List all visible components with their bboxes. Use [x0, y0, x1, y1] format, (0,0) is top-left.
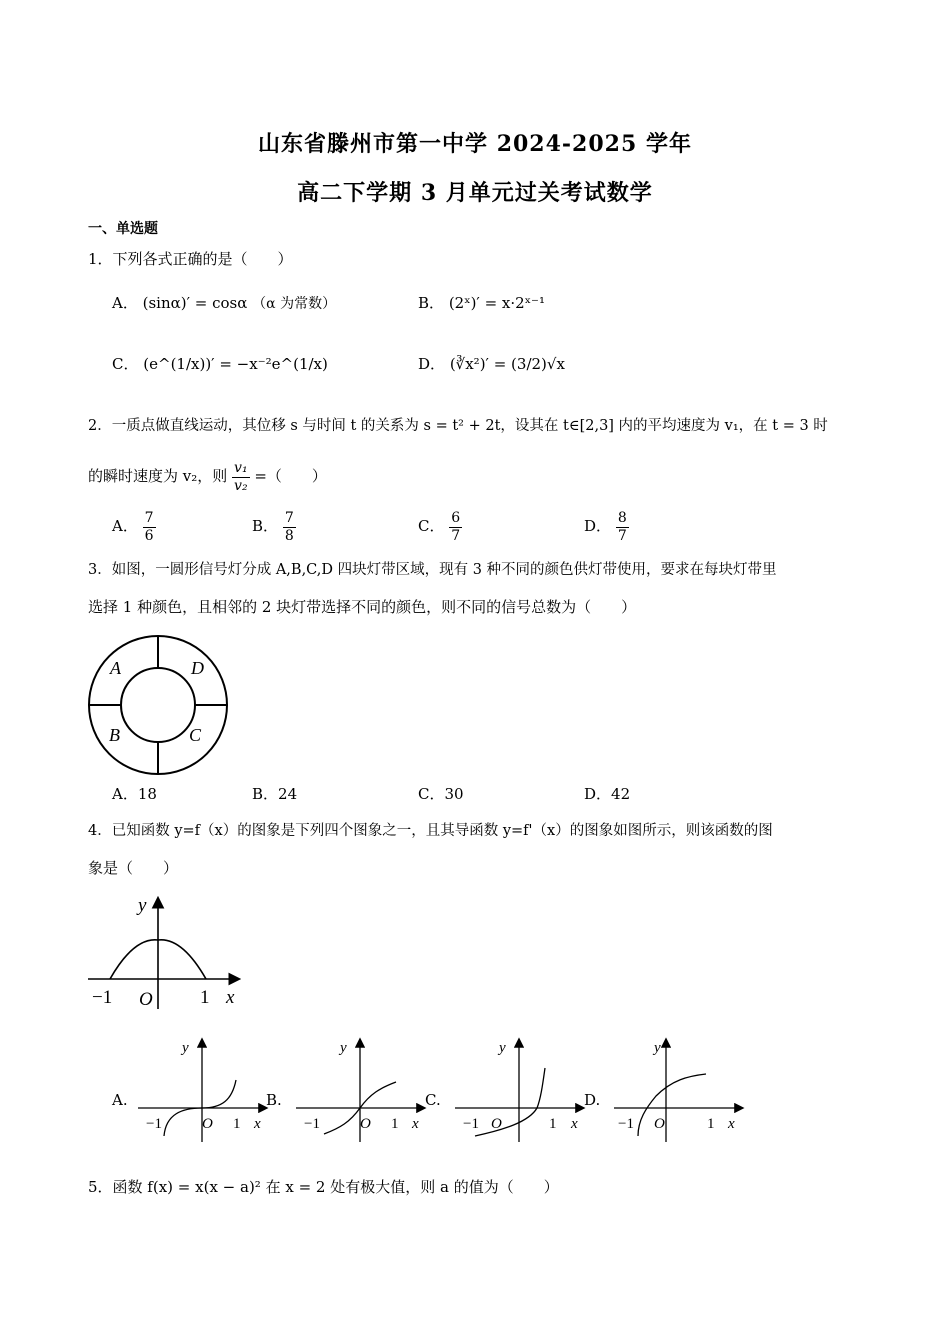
q4-graph-b — [294, 1036, 429, 1146]
title-line-2: 高二下学期 3 月单元过关考试数学 — [297, 180, 653, 206]
graph-b-neg1-label: −1 — [304, 1116, 320, 1132]
graph-a-y-label: y — [182, 1040, 189, 1056]
q1-option-a-expr: (sinα)′ = cosα — [142, 294, 248, 312]
q3-option-c-value: 30 — [444, 785, 464, 803]
q1-option-d — [418, 354, 565, 374]
ring-label-b: B — [109, 725, 120, 745]
graph-c-curve — [475, 1068, 545, 1136]
q3-stem-line-1: 3．如图，一圆形信号灯分成 A,B,C,D 四块灯带区域，现有 3 种不同的颜色供灯带使用，要求在每块灯带里 — [88, 562, 777, 578]
q2-option-c-label: C． — [418, 517, 445, 535]
section-heading: 一、单选题 — [88, 221, 158, 237]
q1-option-d-label: D． — [418, 355, 446, 373]
q2-option-d-fraction — [616, 510, 629, 545]
q2-ratio-den: v₂ — [234, 477, 248, 494]
graph-d-origin-label: O — [654, 1116, 665, 1132]
q2-option-a-num: 7 — [144, 509, 154, 526]
q2-option-d — [584, 506, 629, 546]
q3-option-a-label: A． — [112, 785, 138, 803]
graph-b-origin-label: O — [360, 1116, 371, 1132]
q4-stem-line-1: 4．已知函数 y=f（x）的图象是下列四个图象之一，且其导函数 y=f'（x）的图象如图所示，则该函数的图 — [88, 823, 773, 839]
derivative-neg1-label: −1 — [92, 987, 113, 1008]
q2-option-a-label: A． — [112, 517, 138, 535]
q1-stem: 1．下列各式正确的是（ ） — [88, 250, 293, 268]
graph-b-pos1-label: 1 — [391, 1116, 399, 1132]
q2-option-c-num: 6 — [451, 509, 461, 526]
q3-stem-line-2: 选择 1 种颜色，且相邻的 2 块灯带选择不同的颜色，则不同的信号总数为（ ） — [88, 598, 637, 616]
q2-option-b-fraction — [283, 510, 296, 545]
ring-label-d: D — [191, 658, 204, 678]
q2-option-c-den: 7 — [451, 527, 461, 544]
q1-option-b-expr: (2ˣ)′ = x·2ˣ⁻¹ — [448, 294, 545, 312]
q4-option-c-label: C. — [425, 1091, 441, 1109]
graph-b-x-label: x — [412, 1116, 419, 1132]
q1-option-b — [418, 293, 545, 313]
derivative-pos1-label: 1 — [200, 987, 210, 1008]
q3-option-a-value: 18 — [137, 785, 157, 803]
q4-stem-line-2: 象是（ ） — [88, 859, 179, 877]
graph-c-y-label: y — [499, 1040, 506, 1056]
q4-option-a-label: A. — [112, 1091, 128, 1109]
graph-a-origin-label: O — [202, 1116, 213, 1132]
graph-a-x-label: x — [254, 1116, 261, 1132]
q2-option-d-num: 8 — [617, 509, 627, 526]
q4-option-b-label: B. — [266, 1091, 282, 1109]
q3-option-b-label: B． — [252, 785, 279, 803]
q2-stem-tail: =（ ） — [254, 467, 327, 485]
q2-option-a-fraction — [143, 510, 156, 545]
q3-option-b-value: 24 — [278, 785, 298, 803]
q2-option-d-label: D． — [584, 517, 612, 535]
q3-option-b — [252, 784, 297, 804]
q3-option-c-label: C． — [418, 785, 445, 803]
q2-ratio-num: v₁ — [234, 459, 248, 476]
q1-option-a — [112, 293, 336, 314]
derivative-origin-label: O — [139, 989, 153, 1010]
derivative-y-label: y — [138, 895, 147, 916]
q3-option-d-value: 42 — [611, 785, 631, 803]
ring-label-c: C — [189, 725, 202, 745]
q1-option-b-label: B． — [418, 294, 445, 312]
q4-graph-a — [136, 1036, 271, 1146]
q2-option-c — [418, 506, 462, 546]
graph-a-pos1-label: 1 — [233, 1116, 241, 1132]
graph-c-origin-label: O — [491, 1116, 502, 1132]
q1-option-c — [112, 354, 328, 374]
graph-b-y-label: y — [340, 1040, 347, 1056]
q1-option-c-expr: (e^(1/x))′ = −x⁻²e^(1/x) — [143, 355, 328, 373]
q2-option-d-den: 7 — [617, 527, 627, 544]
q2-ratio-fraction — [232, 460, 250, 495]
q2-stem-line-2 — [88, 456, 327, 496]
q3-option-c — [418, 784, 464, 804]
derivative-x-label: x — [226, 987, 235, 1008]
graph-a-neg1-label: −1 — [146, 1116, 162, 1132]
q4-graph-d — [612, 1036, 747, 1146]
q3-option-a — [112, 784, 157, 804]
q2-option-c-fraction — [449, 510, 462, 545]
title-line-1: 山东省滕州市第一中学 2024-2025 学年 — [258, 131, 692, 157]
q2-option-a-den: 6 — [144, 527, 154, 544]
ring-inner-circle — [121, 668, 195, 742]
graph-d-x-label: x — [728, 1116, 735, 1132]
ring-label-a: A — [110, 658, 121, 678]
graph-c-x-label: x — [571, 1116, 578, 1132]
q1-option-a-label: A． — [112, 294, 138, 312]
derivative-graph — [86, 893, 246, 1013]
q1-option-d-expr: (∛x²)′ = (3/2)√x — [449, 355, 565, 373]
graph-c-pos1-label: 1 — [549, 1116, 557, 1132]
q5-stem: 5．函数 f(x) = x(x − a)² 在 x = 2 处有极大值，则 a 的值为（ ） — [88, 1178, 559, 1196]
q2-stem-line-1: 2．一质点做直线运动，其位移 s 与时间 t 的关系为 s = t² + 2t，设其在 t∈[2,3] 内的平均速度为 v₁，在 t = 3 时 — [88, 418, 828, 434]
graph-c-neg1-label: −1 — [463, 1116, 479, 1132]
graph-d-curve — [638, 1074, 706, 1136]
q1-option-a-note: （α 为常数） — [252, 296, 337, 312]
graph-d-neg1-label: −1 — [618, 1116, 634, 1132]
graph-d-pos1-label: 1 — [707, 1116, 715, 1132]
q2-option-b-num: 7 — [284, 509, 294, 526]
q3-option-d-label: D． — [584, 785, 612, 803]
q4-graph-c — [453, 1036, 588, 1146]
q1-option-c-label: C． — [112, 355, 139, 373]
graph-d-y-label: y — [654, 1040, 661, 1056]
signal-ring-figure — [86, 633, 231, 778]
q2-option-b-den: 8 — [284, 527, 294, 544]
q2-option-b-label: B． — [252, 517, 279, 535]
q2-option-a — [112, 506, 156, 546]
q3-option-d — [584, 784, 630, 804]
q2-option-b — [252, 506, 296, 546]
q4-option-d-label: D. — [584, 1091, 601, 1109]
q2-stem-text: 的瞬时速度为 v₂，则 — [88, 467, 228, 485]
